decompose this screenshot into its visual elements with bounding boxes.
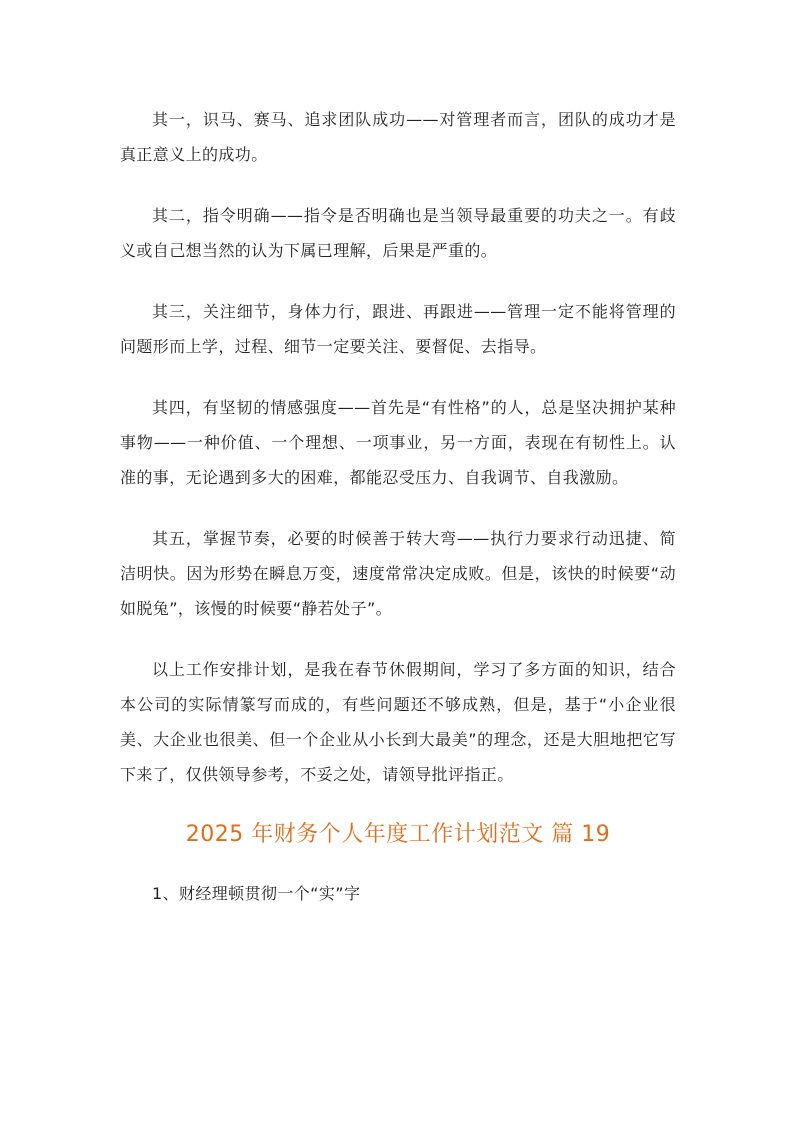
- section-heading: 2025 年财务个人年度工作计划范文 篇 19: [185, 822, 611, 847]
- document-body: [120, 102, 676, 911]
- paragraph-5: 其五，掌握节奏，必要的时候善于转大弯——执行力要求行动迅捷、简洁明快。因为形势在瞬息万变，速度常常决定成败。但是，该快的时候要“动如脱兔”，该慢的时候要“静若处子”。: [120, 529, 676, 618]
- subheading: 1、财经理顿贯彻一个“实”字: [152, 884, 361, 903]
- paragraph-3: 其三，关注细节，身体力行，跟进、再跟进——管理一定不能将管理的问题形而上学，过程、细节一定要关注、要督促、去指导。: [120, 302, 676, 356]
- paragraph-1: 其一，识马、赛马、追求团队成功——对管理者而言，团队的成功才是真正意义上的成功。: [120, 110, 676, 164]
- paragraph-6: 以上工作安排计划，是我在春节休假期间，学习了多方面的知识，结合本公司的实际情篆写而成的，有些问题还不够成熟，但是，基于“小企业很美、大企业也很美、但一个企业从小长到大最美”的理念，还是大胆地把它写下来了，仅供领导参考，不妥之处，请领导批评指正。: [120, 660, 676, 784]
- paragraph-2: 其二，指令明确——指令是否明确也是当领导最重要的功夫之一。有歧义或自己想当然的认为下属已理解，后果是严重的。: [120, 206, 676, 260]
- paragraph-4: 其四，有坚韧的情感强度——首先是“有性格”的人，总是坚决拥护某种事物——一种价值、一个理想、一项事业，另一方面，表现在有韧性上。认准的事，无论遇到多大的困难，都能忍受压力、自我调节、自我激励。: [120, 398, 676, 487]
